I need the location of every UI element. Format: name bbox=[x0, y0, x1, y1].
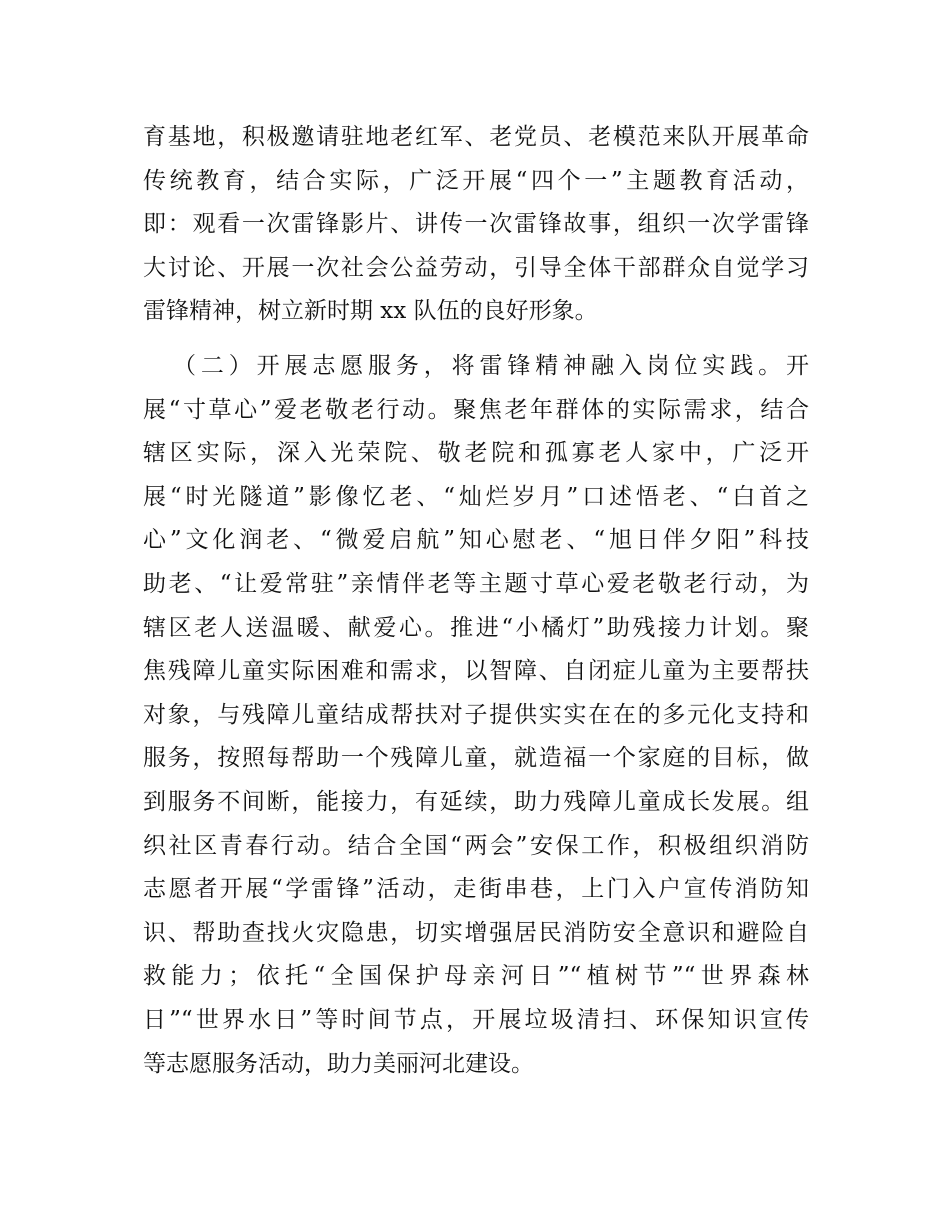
paragraph-line: 助老、“让爱常驻”亲情伴老等主题寸草心爱老敬老行动，为 bbox=[143, 570, 809, 597]
paragraph-line: （二）开展志愿服务，将雷锋精神融入岗位实践。开 bbox=[173, 353, 809, 379]
paragraph-2 bbox=[143, 345, 809, 1086]
paragraph-line: 日”“世界水日”等时间节点，开展垃圾清扫、环保知识宣传 bbox=[143, 1006, 809, 1033]
paragraph-line: 即：观看一次雷锋影片、讲传一次雷锋故事，组织一次学雷锋 bbox=[143, 211, 809, 238]
paragraph-line: 对象，与残障儿童结成帮扶对子提供实实在在的多元化支持和 bbox=[143, 701, 809, 728]
paragraph-line: 传统教育，结合实际，广泛开展“四个一”主题教育活动， bbox=[143, 167, 809, 194]
paragraph-line: 焦残障儿童实际困难和需求，以智障、自闭症儿童为主要帮扶 bbox=[143, 658, 809, 685]
paragraph-line: 服务，按照每帮助一个残障儿童，就造福一个家庭的目标，做 bbox=[143, 745, 809, 772]
paragraph-line: 大讨论、开展一次社会公益劳动，引导全体干部群众自觉学习 bbox=[143, 254, 809, 281]
paragraph-line: 辖区实际，深入光荣院、敬老院和孤寡老人家中，广泛开 bbox=[143, 440, 809, 467]
paragraph-line: 展“寸草心”爱老敬老行动。聚焦老年群体的实际需求，结合 bbox=[143, 396, 809, 423]
paragraph-line: 到服务不间断，能接力，有延续，助力残障儿童成长发展。组 bbox=[143, 788, 809, 815]
paragraph-line: 雷锋精神，树立新时期 xx 队伍的良好形象。 bbox=[143, 298, 598, 325]
paragraph-line: 织社区青春行动。结合全国“两会”安保工作，积极组织消防 bbox=[143, 832, 809, 859]
paragraph-line: 救能力；依托“全国保护母亲河日”“植树节”“世界森林 bbox=[143, 963, 809, 990]
paragraph-line: 心”文化润老、“微爱启航”知心慰老、“旭日伴夕阳”科技 bbox=[143, 527, 809, 554]
paragraph-line: 志愿者开展“学雷锋”活动，走街串巷，上门入户宣传消防知 bbox=[143, 876, 809, 903]
paragraph-line: 识、帮助查找火灾隐患，切实增强居民消防安全意识和避险自 bbox=[143, 919, 809, 946]
paragraph-line: 等志愿服务活动，助力美丽河北建设。 bbox=[143, 1050, 534, 1077]
paragraph-line: 展“时光隧道”影像忆老、“灿烂岁月”口述悟老、“白首之 bbox=[143, 483, 809, 510]
paragraph-1 bbox=[143, 116, 809, 334]
paragraph-line: 辖区老人送温暖、献爱心。推进“小橘灯”助残接力计划。聚 bbox=[143, 614, 809, 641]
paragraph-line: 育基地，积极邀请驻地老红军、老党员、老模范来队开展革命 bbox=[143, 124, 809, 150]
